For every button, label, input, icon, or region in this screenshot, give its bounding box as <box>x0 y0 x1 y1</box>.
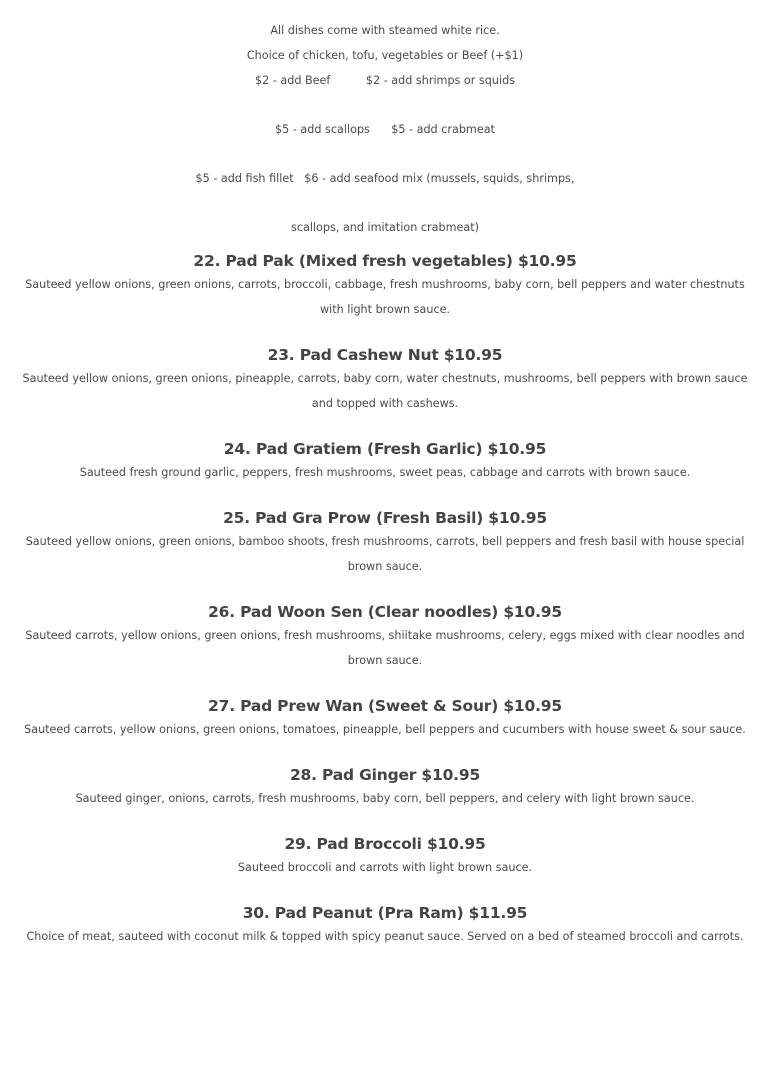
menu-item-spacer <box>20 880 750 899</box>
intro-spacer <box>0 93 770 117</box>
intro-addon-beef-shrimp: $2 - add Beef $2 - add shrimps or squids <box>254 74 515 87</box>
menu-item-spacer <box>20 742 750 761</box>
menu-item <box>0 692 770 761</box>
menu-item-description: Sauteed carrots, yellow onions, green onions, fresh mushrooms, shiitake mushrooms, celery, eggs mixed with clear noodles and brown sauce. <box>25 629 745 667</box>
intro-spacer <box>0 191 770 215</box>
menu-item <box>0 504 770 598</box>
menu-item-spacer <box>20 579 750 598</box>
menu-item-title: 22. Pad Pak (Mixed fresh vegetables) $10.95 <box>193 252 577 270</box>
menu-item-description: Sauteed yellow onions, green onions, pineapple, carrots, baby corn, water chestnuts, mushrooms, bell peppers with brown sauce and topped with cashews. <box>22 372 748 410</box>
menu-item-description: Sauteed yellow onions, green onions, bamboo shoots, fresh mushrooms, carrots, bell peppers and fresh basil with house special brown sauce. <box>25 535 745 573</box>
menu-item-title: 28. Pad Ginger $10.95 <box>289 766 481 784</box>
menu-item-spacer <box>20 322 750 341</box>
menu-item <box>0 830 770 899</box>
menu-item <box>0 761 770 830</box>
menu-item <box>0 598 770 692</box>
menu-item <box>0 247 770 341</box>
menu-item-description: Sauteed ginger, onions, carrots, fresh mushrooms, baby corn, bell peppers, and celery with light brown sauce. <box>75 792 695 805</box>
menu-item-spacer <box>20 673 750 692</box>
menu-item-title: 23. Pad Cashew Nut $10.95 <box>267 346 503 364</box>
intro-rice-note: All dishes come with steamed white rice. <box>270 24 500 37</box>
intro-protein-choice: Choice of chicken, tofu, vegetables or Beef (+$1) <box>246 49 524 62</box>
menu-item-spacer <box>20 811 750 830</box>
menu-item <box>0 435 770 504</box>
menu-item-spacer <box>20 485 750 504</box>
menu-item-spacer <box>20 416 750 435</box>
menu-item-description: Sauteed broccoli and carrots with light brown sauce. <box>237 861 533 874</box>
intro-addon-fish-seafood: $5 - add fish fillet $6 - add seafood mix (mussels, squids, shrimps, <box>195 172 575 185</box>
menu-intro <box>0 18 770 240</box>
menu-item-title: 26. Pad Woon Sen (Clear noodles) $10.95 <box>208 603 562 621</box>
menu-item <box>0 341 770 435</box>
intro-spacer <box>0 142 770 166</box>
menu-item <box>0 899 770 949</box>
menu-item-description: Sauteed fresh ground garlic, peppers, fresh mushrooms, sweet peas, cabbage and carrots with brown sauce. <box>79 466 691 479</box>
menu-item-description: Sauteed yellow onions, green onions, carrots, broccoli, cabbage, fresh mushrooms, baby corn, bell peppers and water chestnuts with light brown sauce. <box>25 278 745 316</box>
menu-item-title: 25. Pad Gra Prow (Fresh Basil) $10.95 <box>223 509 547 527</box>
menu-item-title: 24. Pad Gratiem (Fresh Garlic) $10.95 <box>223 440 547 458</box>
menu-item-title: 29. Pad Broccoli $10.95 <box>284 835 486 853</box>
menu-item-description: Sauteed carrots, yellow onions, green onions, tomatoes, pineapple, bell peppers and cucumbers with house sweet & sour sauce. <box>24 723 746 736</box>
intro-addon-scallops-crabmeat: $5 - add scallops $5 - add crabmeat <box>275 123 495 136</box>
menu-item-description: Choice of meat, sauteed with coconut milk & topped with spicy peanut sauce. Served on a bed of steamed broccoli and carrots. <box>26 930 744 943</box>
menu-item-title: 27. Pad Prew Wan (Sweet & Sour) $10.95 <box>208 697 562 715</box>
menu-item-list <box>0 247 770 949</box>
menu-item-title: 30. Pad Peanut (Pra Ram) $11.95 <box>242 904 528 922</box>
intro-seafood-mix-detail: scallops, and imitation crabmeat) <box>291 221 479 234</box>
